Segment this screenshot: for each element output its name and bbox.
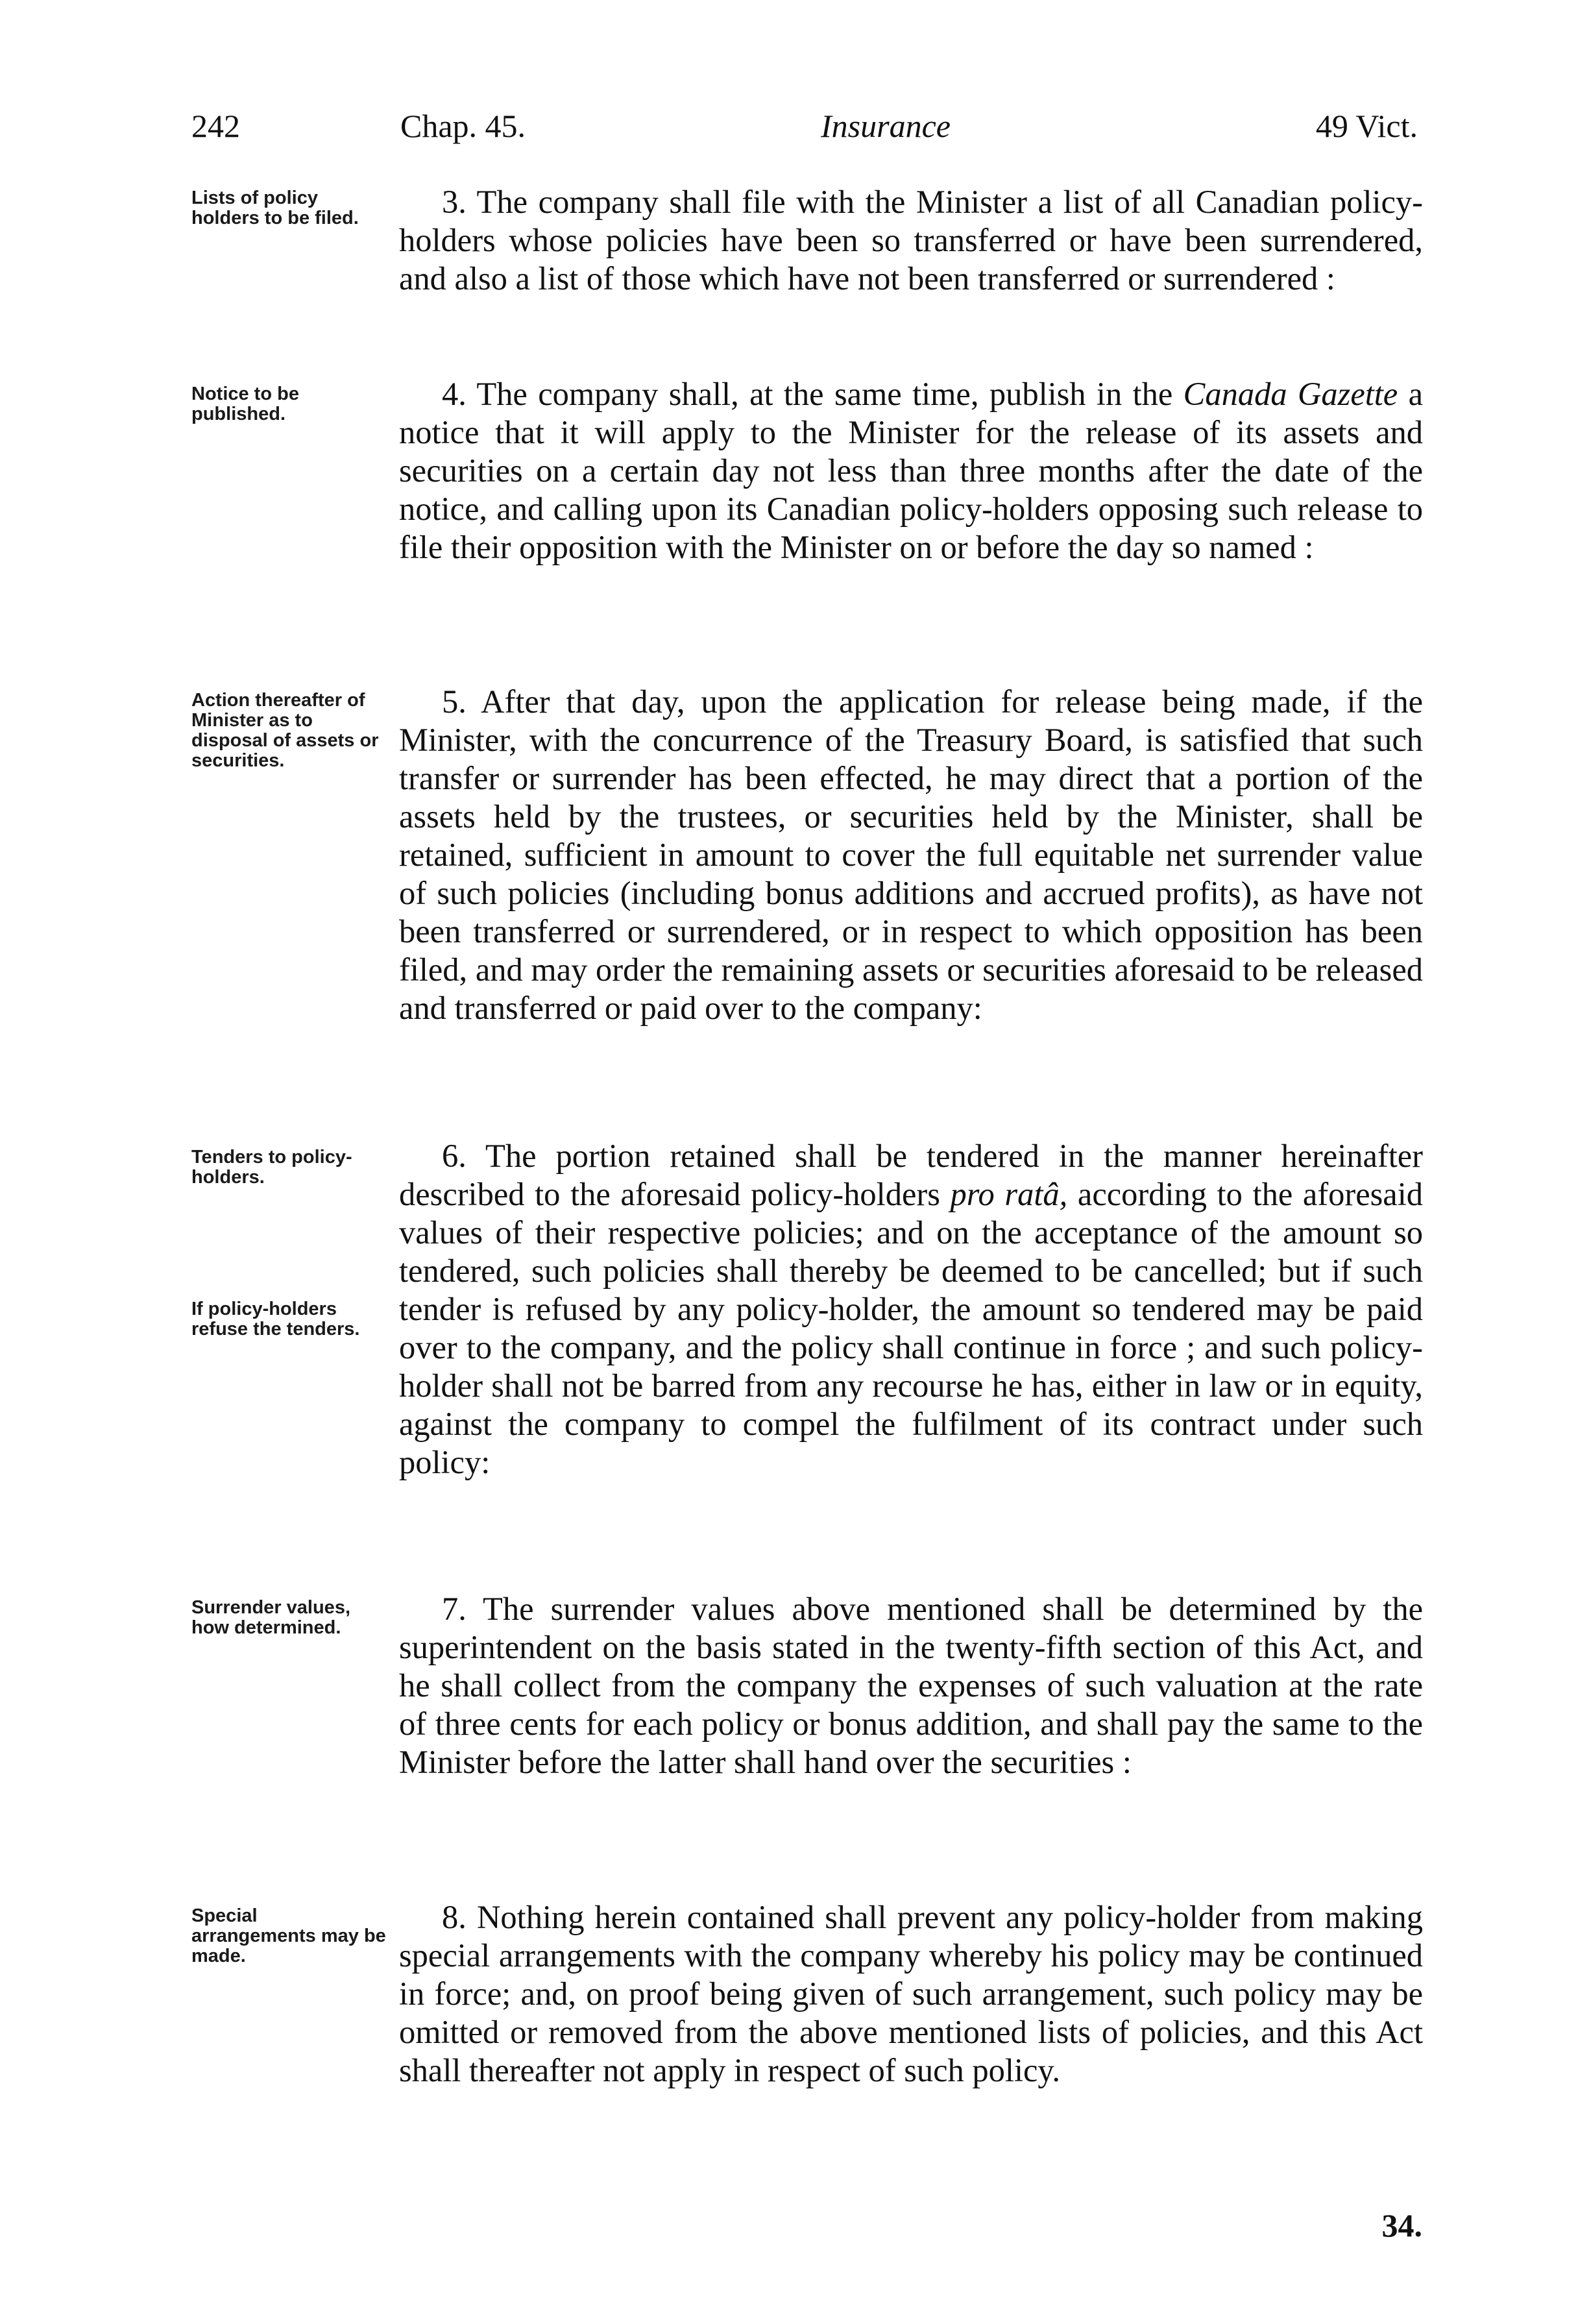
section-text: 3. The company shall file with the Minister a list of all Canadian policy-holders whose policies have been so transferred or have been surrendered, and also a list of those which have not been transferred or surrendered : [399, 184, 1423, 297]
marginal-note-secondary: If policy-holders refuse the tenders. [191, 1299, 360, 1339]
section-text: 8. Nothing herein contained shall prevent any policy-holder from making special arrangements with the company whereby his policy may be continued in force; and, on proof being given of such arrangement, such policy may be omitted or removed from the above mentioned lists of policies, and this Act shall thereafter not apply in respect of such policy. [399, 1899, 1423, 2088]
marginal-note: Surrender values, how determined. [191, 1597, 350, 1638]
marginal-note: Special arrangements may be made. [191, 1905, 386, 1966]
regnal-year: 49 Vict. [1315, 108, 1418, 144]
section-text-part: 6. The portion retained shall be tendered in the manner hereinafter described to the aforesaid policy-holders [399, 1138, 1423, 1212]
section-text: 5. After that day, upon the application for release being made, if the Minister, with the concurrence of the Treasury Board, is satisfied that such transfer or surrender has been effected, he may direct that a portion of the assets held by the trustees, or securities held by the Minister, shall be retained, sufficient in amount to cover the full equitable net surrender value of such policies (including bonus additions and accrued profits), as have not been transferred or surrendered, or in respect to which opposition has been filed, and may order the remaining assets or securities aforesaid to be released and transferred or paid over to the company: [399, 683, 1423, 1026]
section-text: 7. The surrender values above mentioned shall be determined by the superintendent on the basis stated in the twenty-fifth section of this Act, and he shall collect from the company the expenses of such valuation at the rate of three cents for each policy or bonus addition, and shall pay the same to the Minister before the latter shall hand over the securities : [399, 1591, 1423, 1780]
section-text [399, 1137, 1423, 1482]
chapter-label: Chap. 45. [400, 108, 526, 144]
section-text-part: according to the aforesaid values of their respective policies; and on the acceptance of the amount so tendered, such policies shall thereby be deemed to be cancelled; but if such tender is refused by any policy-holder, the amount so tendered may be paid over to the company, and the policy shall continue in force ; and such policy-holder shall not be barred from any recourse he has, either in law or in equity, against the company to compel the fulfilment of its contract under such policy: [399, 1176, 1423, 1480]
marginal-note: Action thereafter of Minister as to disposal of assets or securities. [191, 690, 379, 771]
marginal-note: Lists of policy holders to be filed. [191, 188, 359, 228]
page-number: 242 [191, 108, 240, 144]
running-title: Insurance [821, 108, 951, 144]
section-text-part: a notice that it will apply to the Minister for the release of its assets and securities on a certain day not less than three months after the date of the notice, and calling upon its Canadian policy-holders opposing such release to file their opposition with the Minister on or before the day so named : [399, 376, 1424, 565]
marginal-note: Notice to be published. [191, 384, 299, 424]
latin-phrase: pro ratâ, [950, 1176, 1068, 1212]
marginal-note: Tenders to policy-holders. [191, 1147, 352, 1188]
section-text [399, 375, 1423, 567]
gazette-name: Canada Gazette [1183, 376, 1398, 412]
catchword: 34. [1381, 2207, 1422, 2244]
running-header [191, 107, 1418, 153]
section-text-part: 4. The company shall, at the same time, publish in the [442, 376, 1184, 412]
